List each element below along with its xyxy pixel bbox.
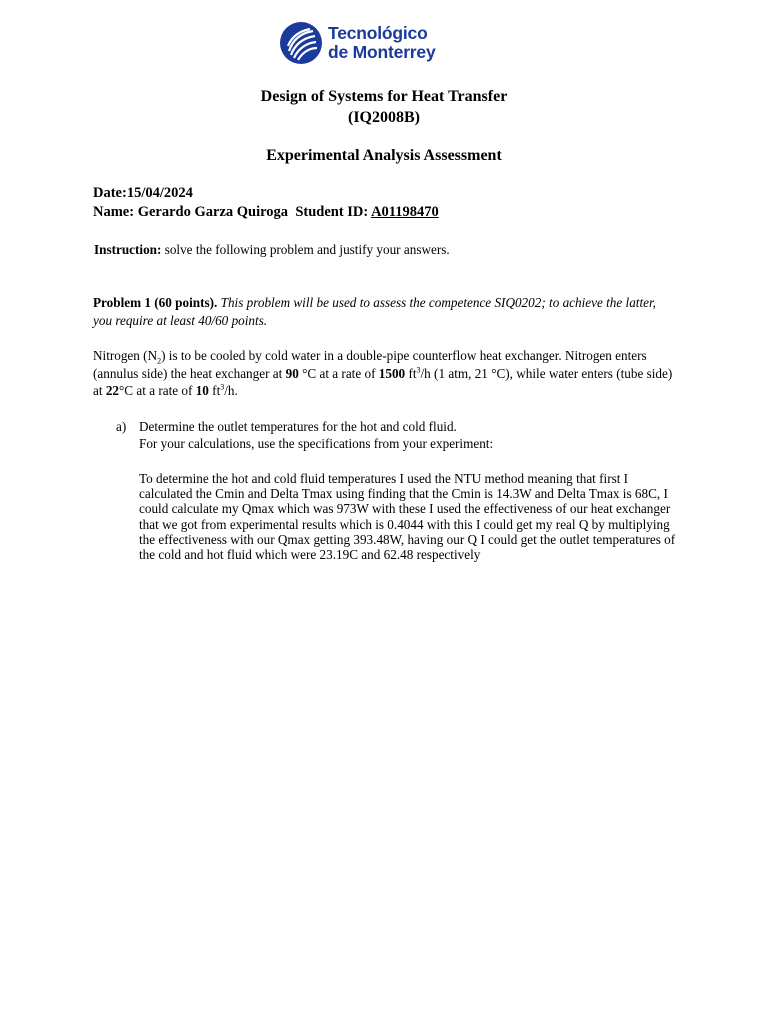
- logo-line-1: Tecnológico: [328, 23, 428, 43]
- date-label: Date:: [93, 185, 127, 201]
- name-line: [93, 204, 439, 221]
- logo-line-2: de Monterrey: [328, 42, 436, 62]
- problem-note: This problem will be used to assess the competence SIQ0202; to achieve the latter, you require at least 40/60 points.: [93, 295, 656, 328]
- subscript: 2: [157, 356, 162, 366]
- instruction-text: solve the following problem and justify your answers.: [161, 242, 450, 257]
- name-label: Name:: [93, 204, 135, 220]
- question-a-label: a): [116, 419, 127, 434]
- statement-text: ft: [208, 383, 221, 398]
- course-code: (IQ2008B): [348, 109, 420, 126]
- statement-text: ) is to be cooled by cold water in a double-pipe counterflow heat exchanger. Nitrogen enters (annulus side) the heat exchanger at: [93, 348, 647, 381]
- assessment-title: Experimental Analysis Assessment: [266, 147, 502, 164]
- cold-inlet-temp: 22: [105, 383, 120, 398]
- hot-flow-rate: 1500: [378, 365, 406, 381]
- question-a-line-2: For your calculations, use the specifications from your experiment:: [139, 436, 494, 451]
- statement-text: /h.: [224, 383, 238, 398]
- institution-logo: [279, 21, 436, 65]
- logo-wordmark: [328, 24, 436, 62]
- name-value: Gerardo Garza Quiroga: [137, 204, 289, 220]
- statement-text: Nitrogen (N: [93, 348, 158, 363]
- statement-text: /h (1 atm, 21 °C), while water enters (tube side) at: [93, 365, 673, 398]
- instruction-label: Instruction:: [94, 242, 162, 257]
- course-title: Design of Systems for Heat Transfer: [260, 88, 508, 105]
- question-a-line-1: Determine the outlet temperatures for the hot and cold fluid.: [139, 419, 457, 434]
- superscript: 3: [416, 365, 421, 375]
- statement-text: °C at a rate of: [298, 365, 379, 381]
- question-a: [139, 418, 684, 452]
- statement-text: °C at a rate of: [119, 383, 196, 398]
- tec-monterrey-emblem-icon: [279, 21, 323, 65]
- superscript: 3: [220, 382, 225, 392]
- instruction-line: [94, 241, 450, 258]
- student-id-value: A01198470: [371, 204, 439, 220]
- date-value: 15/04/2024: [126, 185, 193, 201]
- problem-statement: [93, 347, 673, 400]
- hot-inlet-temp: 90: [285, 365, 299, 381]
- problem-header: [93, 294, 673, 329]
- date-line: [93, 185, 193, 202]
- student-id-label: Student ID:: [295, 204, 369, 220]
- answer-paragraph: To determine the hot and cold fluid temperatures I used the NTU method meaning that first I calculated the Cmin and Delta Tmax using finding that the Cmin is 14.3W and Delta Tmax is 68C, I could calculate my Qmax which was 973W with these I used the effectiveness of our heat exchanger that we got from experimental results which is 0.4044 with this I could get my real Q by multiplying the effectiveness with our Qmax getting 393.48W, having our Q I could get the outlet temperatures of the cold and hot fluid which were 23.19C and 62.48 respectively: [139, 471, 676, 563]
- problem-label: Problem 1 (60 points).: [93, 295, 218, 310]
- statement-text: ft: [405, 365, 417, 381]
- cold-flow-rate: 10: [195, 383, 209, 398]
